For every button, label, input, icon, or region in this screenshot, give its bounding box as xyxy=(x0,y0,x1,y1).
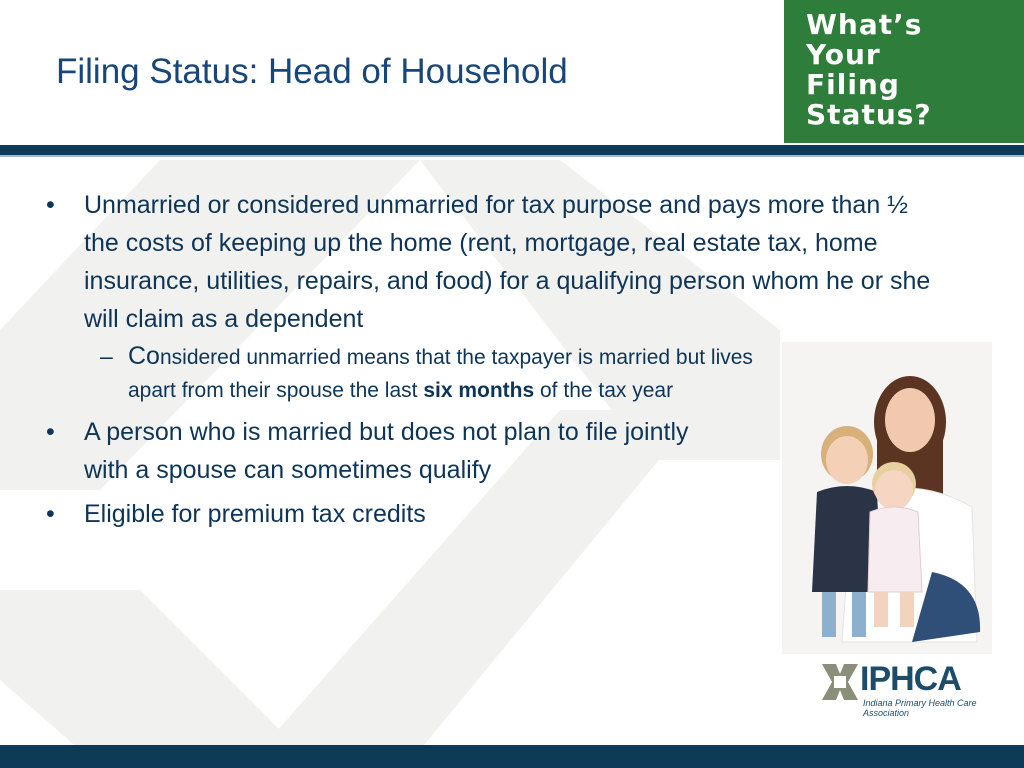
slide-title: Filing Status: Head of Household xyxy=(56,52,568,91)
sub-bullet-text-end: of the tax year xyxy=(534,379,674,402)
badge-line: Filing xyxy=(806,68,900,101)
sub-bullet-marker: – xyxy=(100,343,113,369)
header-divider xyxy=(0,145,1024,155)
badge-line: What’s xyxy=(806,8,923,41)
bullet-item xyxy=(40,186,944,338)
sub-bullet-item xyxy=(40,340,768,407)
bullet-marker: • xyxy=(46,500,55,528)
iphca-logo xyxy=(820,660,1000,720)
badge-text xyxy=(806,10,932,130)
bullet-marker: • xyxy=(46,418,55,446)
sub-bullet-text: nsidered unmarried means that the taxpayer is married but lives apart from their spouse the last xyxy=(128,346,753,402)
badge-line: Your xyxy=(806,38,881,71)
footer-bar xyxy=(0,745,1024,768)
logo-subtitle: Indiana Primary Health Care Association xyxy=(863,698,977,718)
sub-bullet-emphasis: six months xyxy=(423,379,535,402)
bullet-marker: • xyxy=(46,191,55,219)
logo-wordmark: IPHCA xyxy=(860,660,961,698)
bullet-text: Eligible for premium tax credits xyxy=(84,500,426,528)
family-photo xyxy=(782,342,992,654)
badge-line: Status? xyxy=(806,98,932,131)
bullet-item xyxy=(40,413,734,489)
filing-status-badge xyxy=(781,0,1024,143)
iphca-logo-mark xyxy=(822,664,858,700)
sub-bullet-initial: Co xyxy=(128,342,160,370)
bullet-text: A person who is married but does not plan to file jointly with a spouse can sometimes qualify xyxy=(84,418,689,484)
family-photo-illustration xyxy=(782,342,992,654)
header-divider-accent xyxy=(0,155,1024,157)
bullet-text: Unmarried or considered unmarried for tax purpose and pays more than ½ the costs of keeping up the home (rent, mortgage, real estate tax, home insurance, utilities, repairs, and food) for a qualifying person whom he or she will claim as a dependent xyxy=(84,191,931,333)
